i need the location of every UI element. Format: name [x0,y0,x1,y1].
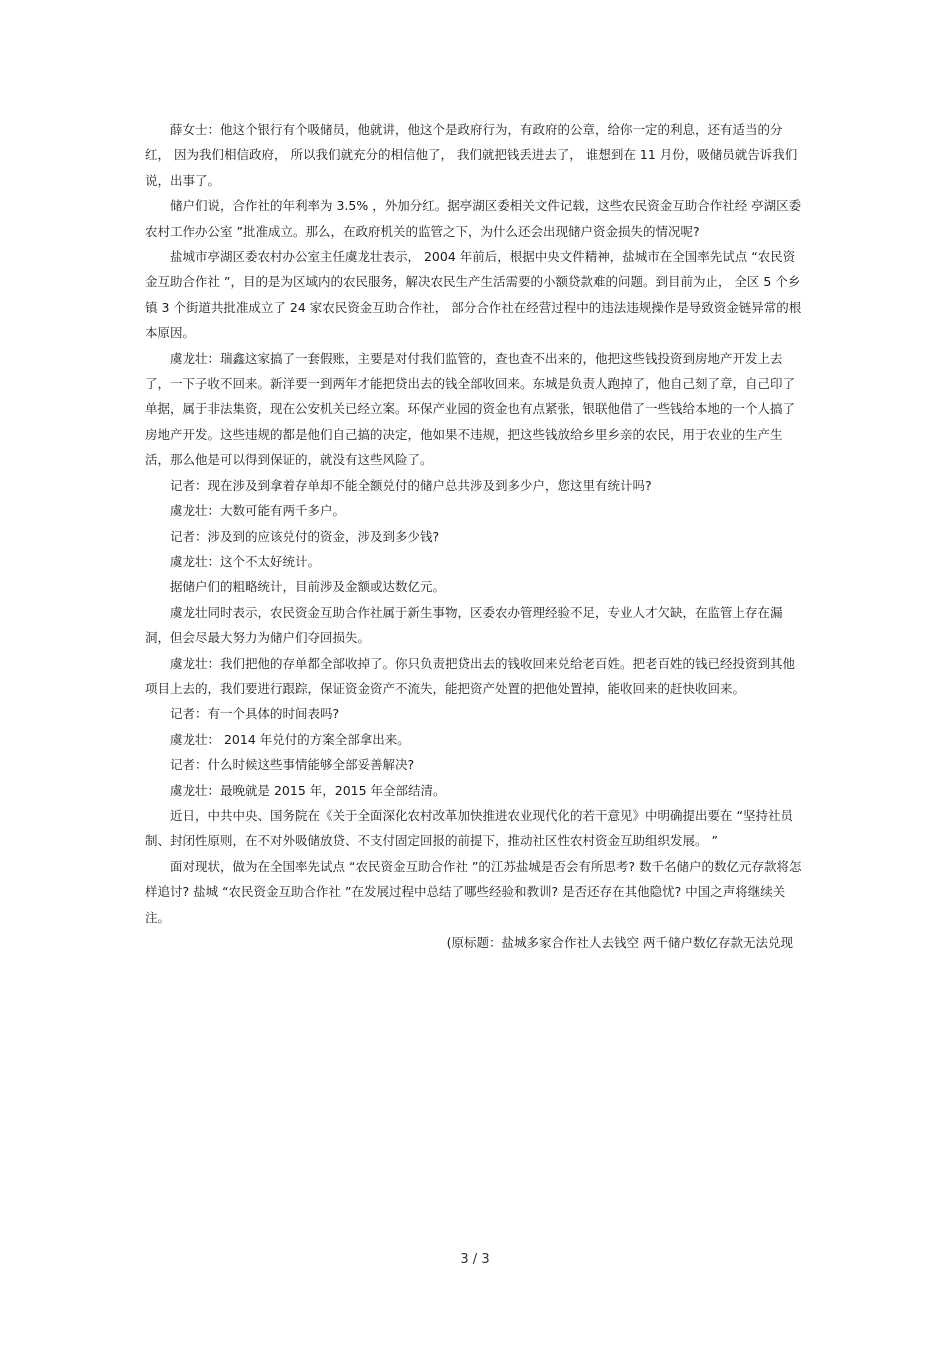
paragraph-11: 虞龙壮：我们把他的存单都全部收掉了。你只负责把贷出去的钱收回来兑给老百姓。把老百姓的钱已经投资到其他项目上去的，我们要进行跟踪，保证资金资产不流失，能把资产处置的把他处置掉，能收回来的赶快收回来。 [145,655,796,696]
paragraph-14: 记者：什么时候这些事情能够全部妥善解决? [170,757,415,773]
article-body [145,117,805,955]
paragraph-3: 盐城市亭湖区委农村办公室主任虞龙壮表示， 2004 年前后，根据中央文件精神，盐城市在全国率先试点 “农民资金互助合作社 ”，目的是为区域内的农民服务，解决农民生产生活需要的小额贷款难的问题。到目前为止， 全区 5 个乡镇 3 个街道共批准成立了 24 家农民资金互助合作社， 部分合作社在经营过程中的违法违规操作是导致资金链异常的根本原因。 [145,249,802,341]
paragraph-16: 近日，中共中央、国务院在《关于全面深化农村改革加快推进农业现代化的若干意见》中明确提出要在 “坚持社员制、封闭性原则，在不对外吸储放贷、不支付固定回报的前提下，推动社区性农村资金互助组织发展。 ” [145,807,793,849]
source-note: (原标题：盐城多家合作社人去钱空 两千储户数亿存款无法兑现 [446,935,793,950]
paragraph-9: 据储户们的粗略统计，目前涉及金额或达数亿元。 [170,579,446,595]
paragraph-7: 记者：涉及到的应该兑付的资金，涉及到多少钱? [170,528,440,544]
paragraph-8: 虞龙壮：这个不太好统计。 [170,553,321,569]
paragraph-4: 虞龙壮：瑞鑫这家搞了一套假账，主要是对付我们监管的，查也查不出来的，他把这些钱投资到房地产开发上去了，一下子收不回来。新洋要一到两年才能把贷出去的钱全部收回来。东城是负责人跑掉了，他自己刻了章，自己印了单据，属于非法集资，现在公安机关已经立案。环保产业园的资金也有点紧张，银联他借了一些钱给本地的一个人搞了房地产开发。这些违规的都是他们自己搞的决定，他如果不违规，把这些钱放给乡里乡亲的农民，用于农业的生产生活，那么他是可以得到保证的，就没有这些风险了。 [145,350,796,468]
paragraph-2: 储户们说，合作社的年利率为 3.5% ，外加分红。据亭湖区委相关文件记载，这些农民资金互助合作社经 亭湖区委农村工作办公室 ”批准成立。那么，在政府机关的监管之下，为什么还会出现储户资金损失的情况呢? [145,198,802,239]
paragraph-10: 虞龙壮同时表示，农民资金互助合作社属于新生事物，区委农办管理经验不足，专业人才欠缺，在监管上存在漏洞，但会尽最大努力为储户们夺回损失。 [145,604,783,646]
page-number: 3 / 3 [460,1252,490,1267]
paragraph-1: 薛女士：他这个银行有个吸储员，他就讲，他这个是政府行为，有政府的公章，给你一定的利息，还有适当的分红， 因为我们相信政府， 所以我们就充分的相信他了， 我们就把钱丢进去了， 谁想到在 11 月份，吸储员就告诉我们说，出事了。 [145,122,798,188]
paragraph-13: 虞龙壮： 2014 年兑付的方案全部拿出来。 [170,731,410,747]
paragraph-15: 虞龙壮：最晚就是 2015 年，2015 年全部结清。 [170,782,446,798]
paragraph-5: 记者：现在涉及到拿着存单却不能全额兑付的储户总共涉及到多少户，您这里有统计吗? [170,477,652,493]
paragraph-17: 面对现状，做为在全国率先试点 “农民资金互助合作社 ”的江苏盐城是否会有所思考? 数千名储户的数亿元存款将怎样追讨? 盐城 “农民资金互助合作社 ”在发展过程中总结了哪些经验和教训? 是否还存在其他隐忧? 中国之声将继续关注。 [145,858,802,925]
paragraph-6: 虞龙壮：大数可能有两千多户。 [170,503,346,519]
paragraph-12: 记者：有一个具体的时间表吗? [170,706,340,722]
